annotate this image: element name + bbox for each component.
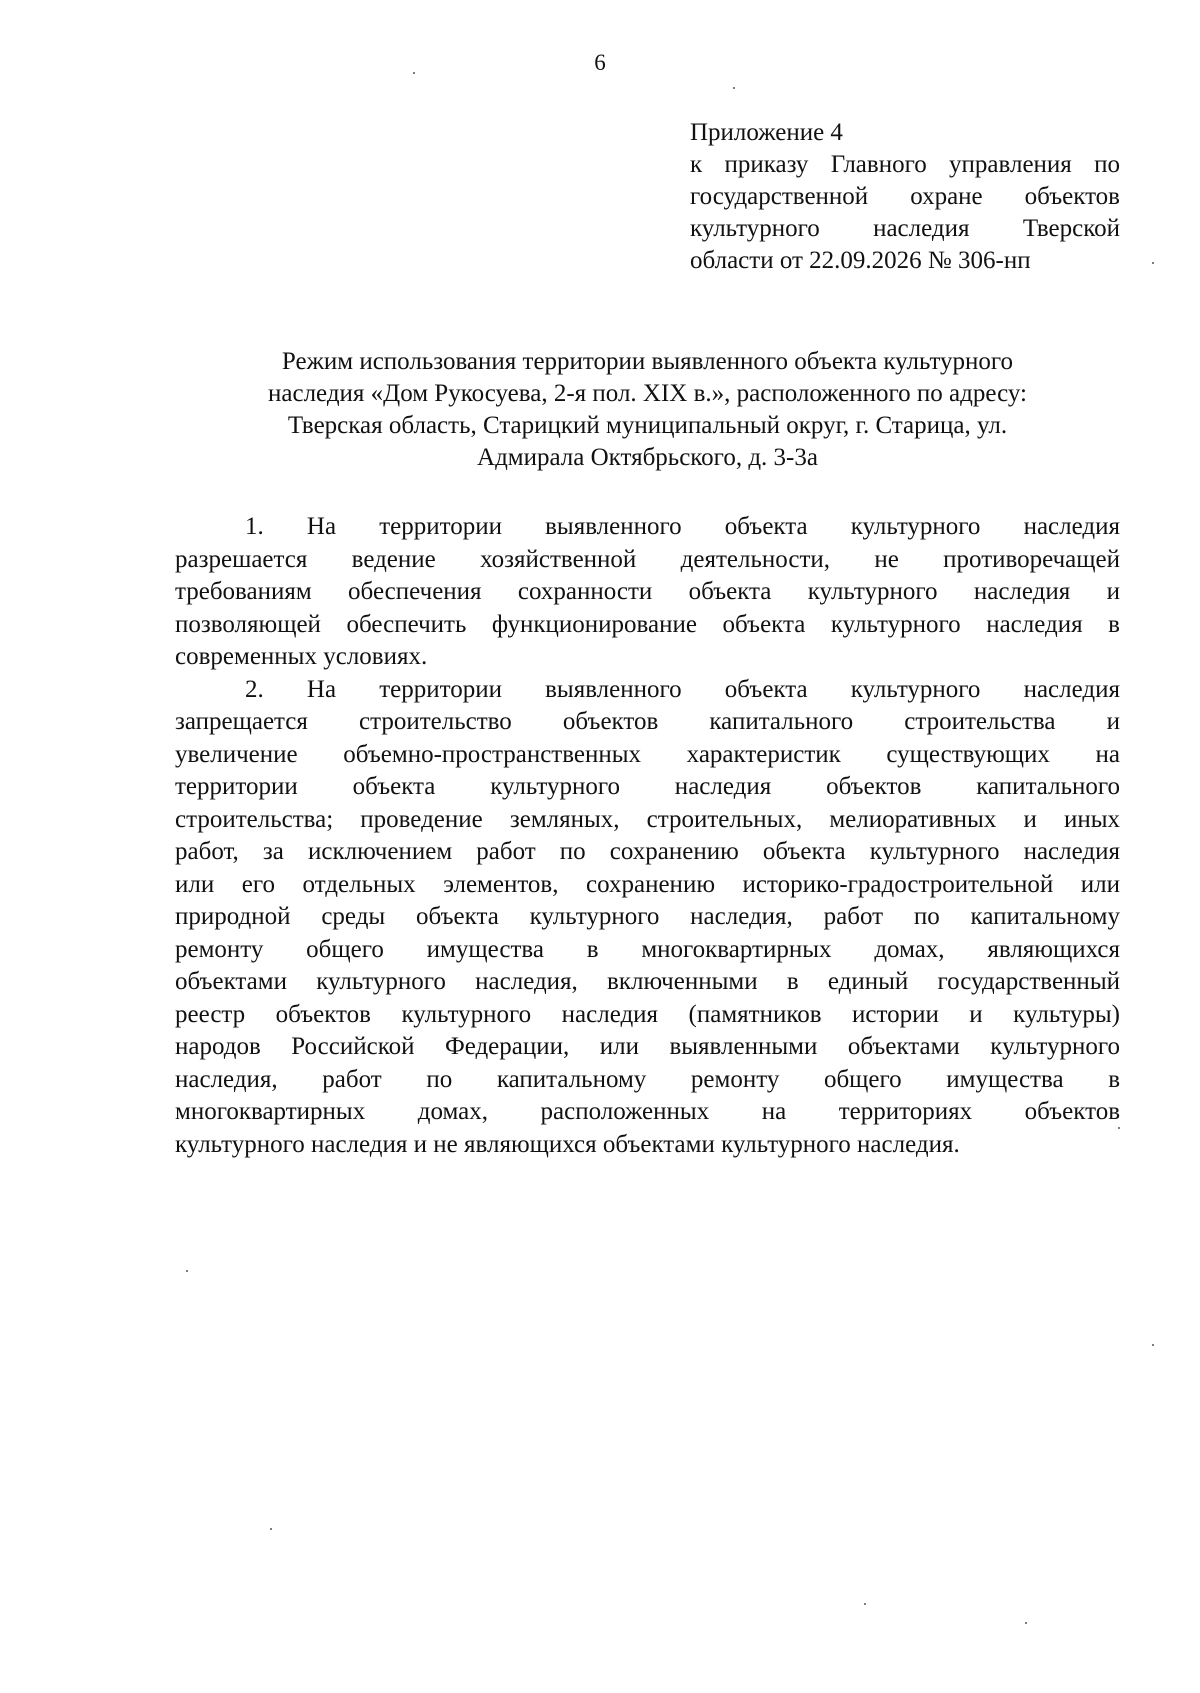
appendix-line: к приказу Главного управления по xyxy=(690,151,1120,178)
scan-speck xyxy=(1025,1622,1027,1624)
paragraph-line: разрешается ведение хозяйственной деятельности, не противоречащей xyxy=(175,545,1120,573)
paragraph-2 xyxy=(175,674,1120,1162)
document-title xyxy=(175,346,1120,474)
scan-speck xyxy=(864,1603,866,1605)
paragraph-line: 1. На территории выявленного объекта культурного наследия xyxy=(245,513,1120,540)
paragraph-line: запрещается строительство объектов капитального строительства и xyxy=(175,708,1120,735)
paragraph-line: строительства; проведение земляных, строительных, мелиоративных и иных xyxy=(175,805,1120,833)
title-line: наследия «Дом Рукосуева, 2-я пол. XIX в.», расположенного по адресу: xyxy=(268,380,1027,407)
paragraph-line: природной среды объекта культурного наследия, работ по капитальному xyxy=(175,903,1120,930)
title-line: Адмирала Октябрьского, д. 3-3а xyxy=(477,444,818,471)
scan-speck xyxy=(413,72,415,74)
scan-speck xyxy=(1152,262,1154,264)
paragraph-line: народов Российской Федерации, или выявленными объектами культурного xyxy=(175,1033,1120,1060)
paragraph-line: территории объекта культурного наследия объектов капитального xyxy=(175,773,1120,800)
paragraph-line: позволяющей обеспечить функционирование объекта культурного наследия в xyxy=(175,610,1120,638)
paragraph-line: объектами культурного наследия, включенными в единый государственный xyxy=(175,968,1120,995)
paragraph-line: работ, за исключением работ по сохранению объекта культурного наследия xyxy=(175,838,1120,865)
scan-speck xyxy=(186,1270,188,1272)
appendix-line: Приложение 4 xyxy=(690,119,843,146)
paragraph-line: современных условиях. xyxy=(175,643,428,670)
paragraph-line: увеличение объемно-пространственных характеристик существующих на xyxy=(175,740,1120,768)
scan-speck xyxy=(1118,1127,1120,1129)
appendix-line: государственной охране объектов xyxy=(690,183,1120,210)
appendix-header xyxy=(690,117,1120,277)
scan-speck xyxy=(733,87,735,89)
paragraph-line: реестр объектов культурного наследия (памятников истории и культуры) xyxy=(175,1000,1120,1028)
page-number: 6 xyxy=(594,50,606,75)
document-body xyxy=(175,511,1120,1161)
scan-speck xyxy=(1152,1344,1154,1346)
paragraph-line: требованиям обеспечения сохранности объекта культурного наследия и xyxy=(175,578,1120,605)
appendix-line: области от 22.09.2026 № 306-нп xyxy=(690,247,1031,274)
paragraph-line: многоквартирных домах, расположенных на территориях объектов xyxy=(175,1098,1120,1125)
appendix-line: культурного наследия Тверской xyxy=(690,215,1120,242)
title-line: Режим использования территории выявленного объекта культурного xyxy=(281,348,1014,375)
paragraph-line: культурного наследия и не являющихся объектами культурного наследия. xyxy=(175,1130,960,1158)
paragraph-line: наследия, работ по капитальному ремонту общего имущества в xyxy=(175,1065,1120,1093)
paragraph-line: ремонту общего имущества в многоквартирных домах, являющихся xyxy=(175,935,1120,963)
title-line: Тверская область, Старицкий муниципальный округ, г. Старица, ул. xyxy=(287,412,1008,439)
paragraph-1 xyxy=(175,511,1120,674)
scan-speck xyxy=(270,1528,272,1530)
paragraph-line: или его отдельных элементов, сохранению историко-градостроительной или xyxy=(175,870,1120,898)
paragraph-line: 2. На территории выявленного объекта культурного наследия xyxy=(245,675,1120,703)
